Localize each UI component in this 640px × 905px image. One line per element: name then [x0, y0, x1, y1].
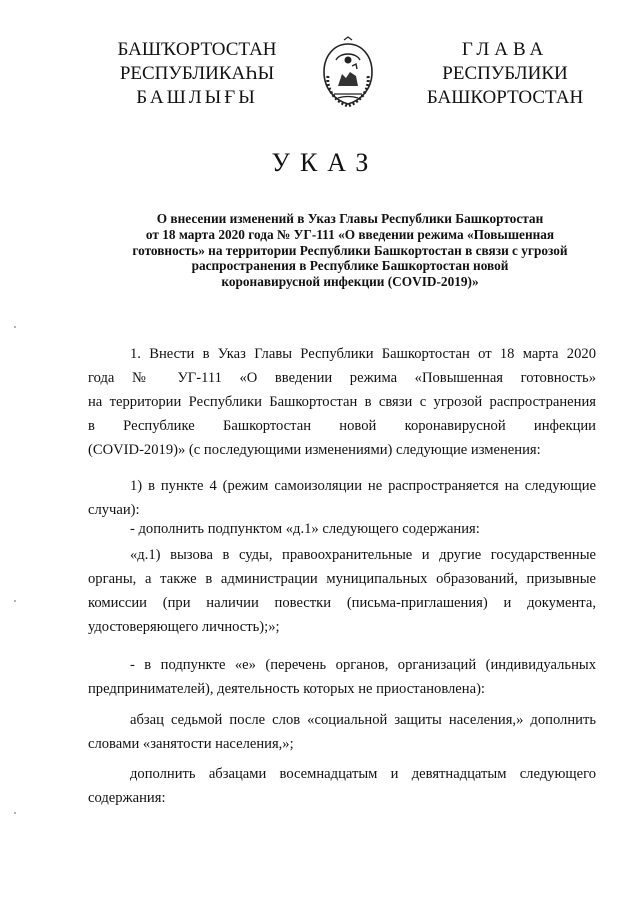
- p5-line-2: предпринимателей), деятельность которых не приостановлена):: [88, 681, 485, 697]
- p7-line-1: дополнить абзацами восемнадцатым и девятнадцатым следующего: [130, 766, 596, 782]
- p1-line-3: на территории Республики Башкортостан в связи с угрозой распространения: [88, 394, 596, 410]
- header-left-line-1: БАШҠОРТОСТАН: [117, 39, 277, 60]
- p2-line-1: 1) в пункте 4 (режим самоизоляции не распространяется на следующие: [130, 478, 596, 494]
- p4-line-2: органы, а также в администрации муниципальных образований, призывные: [88, 571, 596, 587]
- p7-line-2: содержания:: [88, 790, 166, 806]
- p6-line-1: абзац седьмой после слов «социальной защиты населения,» дополнить: [130, 712, 596, 728]
- p1-line-1: 1. Внести в Указ Главы Республики Башкортостан от 18 марта 2020: [130, 346, 596, 362]
- paragraph-6: [88, 708, 596, 756]
- header-right-line-2: РЕСПУБЛИКИ: [442, 63, 568, 84]
- header-left-line-3: БАШЛЫҒЫ: [136, 87, 258, 108]
- subject-line-4: распространения в Республике Башкортостан новой: [191, 258, 509, 274]
- scan-speck: [14, 812, 16, 814]
- bashkortostan-coat-of-arms-icon: [316, 36, 380, 112]
- p4-line-1: «д.1) вызова в суды, правоохранительные и другие государственные: [130, 547, 596, 563]
- p3-line-1: - дополнить подпунктом «д.1» следующего содержания:: [130, 521, 480, 537]
- paragraph-4: [88, 543, 596, 639]
- p4-line-3: комиссии (при наличии повестки (письма-приглашения) и документа,: [88, 595, 596, 611]
- decree-subject: [100, 211, 600, 290]
- subject-line-2: от 18 марта 2020 года № УГ-111 «О введении режима «Повышенная: [145, 226, 555, 242]
- p5-line-1: - в подпункте «е» (перечень органов, организаций (индивидуальных: [130, 657, 596, 673]
- paragraph-7: [88, 762, 596, 810]
- p2-line-2: случаи):: [88, 502, 140, 518]
- p1-line-4: в Республике Башкортостан новой коронавирусной инфекции: [88, 418, 596, 434]
- subject-line-5: коронавирусной инфекции (COVID-2019)»: [221, 274, 479, 290]
- paragraph-3: [88, 517, 596, 541]
- scan-speck: [14, 326, 16, 328]
- scan-speck: [14, 600, 16, 602]
- document-type-title: УКАЗ: [271, 148, 379, 177]
- p6-line-2: словами «занятости населения,»;: [88, 736, 294, 752]
- header-right-line-1: ГЛАВА: [461, 39, 549, 60]
- header-left-line-2: РЕСПУБЛИКАҺЫ: [119, 63, 275, 84]
- header-russian: [420, 38, 590, 110]
- paragraph-5: [88, 653, 596, 701]
- header-bashkir: [112, 38, 282, 110]
- paragraph-2: [88, 474, 596, 522]
- p4-line-4: удостоверяющего личность);»;: [88, 619, 280, 635]
- subject-line-1: О внесении изменений в Указ Главы Республики Башкортостан: [156, 211, 544, 226]
- subject-line-3: готовность» на территории Республики Башкортостан в связи с угрозой: [132, 242, 568, 258]
- paragraph-1: [88, 342, 596, 462]
- p1-line-2: года № УГ-111 «О введении режима «Повышенная готовность»: [88, 370, 596, 386]
- p1-line-5: (COVID-2019)» (с последующими изменениями) следующие изменения:: [88, 442, 541, 458]
- header-right-line-3: БАШКОРТОСТАН: [426, 87, 584, 108]
